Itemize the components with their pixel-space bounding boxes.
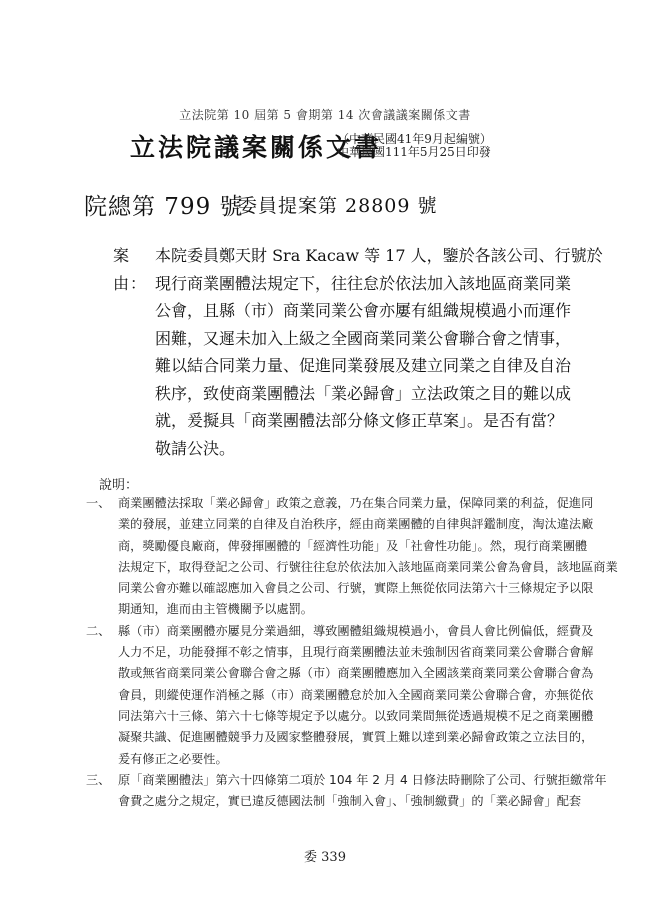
item-line: 商業團體法採取「業必歸會」政策之意義，乃在集合同業力量，保障同業的利益，促進同 xyxy=(118,496,594,510)
item-line: 商，獎勵優良廠商，俾發揮團體的「經濟性功能」及「社會性功能」。然，現行商業團體 xyxy=(118,538,588,553)
session-header: 立法院第 10 屆第 5 會期第 14 次會議議案關係文書 xyxy=(179,108,471,122)
subject-line: 難以結合同業力量、促進同業發展及建立同業之自律及自治 xyxy=(155,356,572,375)
title-note-line: 中華民國111年5月25日印發 xyxy=(337,145,491,159)
subject-line: 現行商業團體法規定下，往往怠於依法加入該地區商業同業 xyxy=(155,273,572,293)
item-line: 原「商業團體法」第六十四條第二項於 104 年 2 月 4 日修法時刪除了公司、行號拒繳常年 xyxy=(118,772,607,787)
subject-label: 案由： xyxy=(113,246,148,293)
explanation-item xyxy=(86,770,607,813)
item-line: 同法第六十三條、第六十七條等規定予以處分。以致同業間無從透過規模不足之商業團體 xyxy=(118,708,594,723)
item-number: 一、 xyxy=(86,496,111,510)
item-line: 會員，則縱使運作消極之縣（市）商業團體怠於加入全國商業同業公會聯合會，亦無從依 xyxy=(118,687,594,702)
title-note-line: （中華民國41年9月起編號） xyxy=(337,132,492,146)
page-number: 委 339 xyxy=(304,850,346,865)
title-note xyxy=(337,133,492,159)
subject-line: 本院委員鄭天財 Sra Kacaw 等 17 人，鑒於各該公司、行號於 xyxy=(155,246,603,265)
case-number: 院總第 799 號 xyxy=(84,194,244,220)
explanation-label: 說明： xyxy=(99,478,139,493)
subject-line: 困難，又遲未加入上級之全國商業同業公會聯合會之情事， xyxy=(155,328,572,348)
item-number: 三、 xyxy=(86,772,111,787)
item-line: 人力不足，功能發揮不彰之情事，且現行商業團體法並未強制因省商業同業公會聯合會解 xyxy=(118,645,594,660)
item-line: 縣（市）商業團體亦屢見分業過細，導致團體組織規模過小，會員人會比例偏低，經費及 xyxy=(118,623,594,638)
explanation-section xyxy=(86,493,618,812)
item-number: 二、 xyxy=(86,623,111,638)
item-line: 爰有修正之必要性。 xyxy=(118,751,228,766)
document-title: 立法院議案關係文書 xyxy=(130,133,383,162)
explanation-item xyxy=(86,621,594,770)
item-line: 同業公會亦難以確認應加入會員之公司、行號，實際上無從依同法第六十三條規定予以限 xyxy=(118,581,594,596)
subject-line: 公會，且縣（市）商業同業公會亦屢有組織規模過小而運作 xyxy=(155,301,572,320)
explanation-item xyxy=(86,493,618,621)
subject-line: 敬請公決。 xyxy=(155,438,236,458)
item-line: 期通知，進而由主管機關予以處罰。 xyxy=(118,602,313,617)
item-line: 散或無省商業同業公會聯合會之縣（市）商業團體應加入全國該業商業同業公會聯合會為 xyxy=(118,666,594,681)
subject-line: 秩序，致使商業團體法「業必歸會」立法政策之目的難以成 xyxy=(155,383,572,403)
item-line: 會費之處分之規定，實已違反德國法制「強制入會」、「強制繳費」的「業必歸會」配套 xyxy=(118,794,582,809)
proposal-number: 委員提案第 28809 號 xyxy=(238,195,438,217)
subject-body xyxy=(155,242,603,462)
item-line: 法規定下，取得登記之公司、行號往往怠於依法加入該地區商業同業公會為會員，該地區商業 xyxy=(118,559,618,574)
item-line: 業的發展，並建立同業的自律及自治秩序，經由商業團體的自律與評鑑制度，淘汰違法廠 xyxy=(118,517,594,532)
subject-line: 就，爰擬具「商業團體法部分條文修正草案」。是否有當？ xyxy=(155,411,564,430)
item-line: 凝聚共識、促進團體競爭力及國家整體發展，實質上難以達到業必歸會政策之立法目的， xyxy=(118,730,594,745)
